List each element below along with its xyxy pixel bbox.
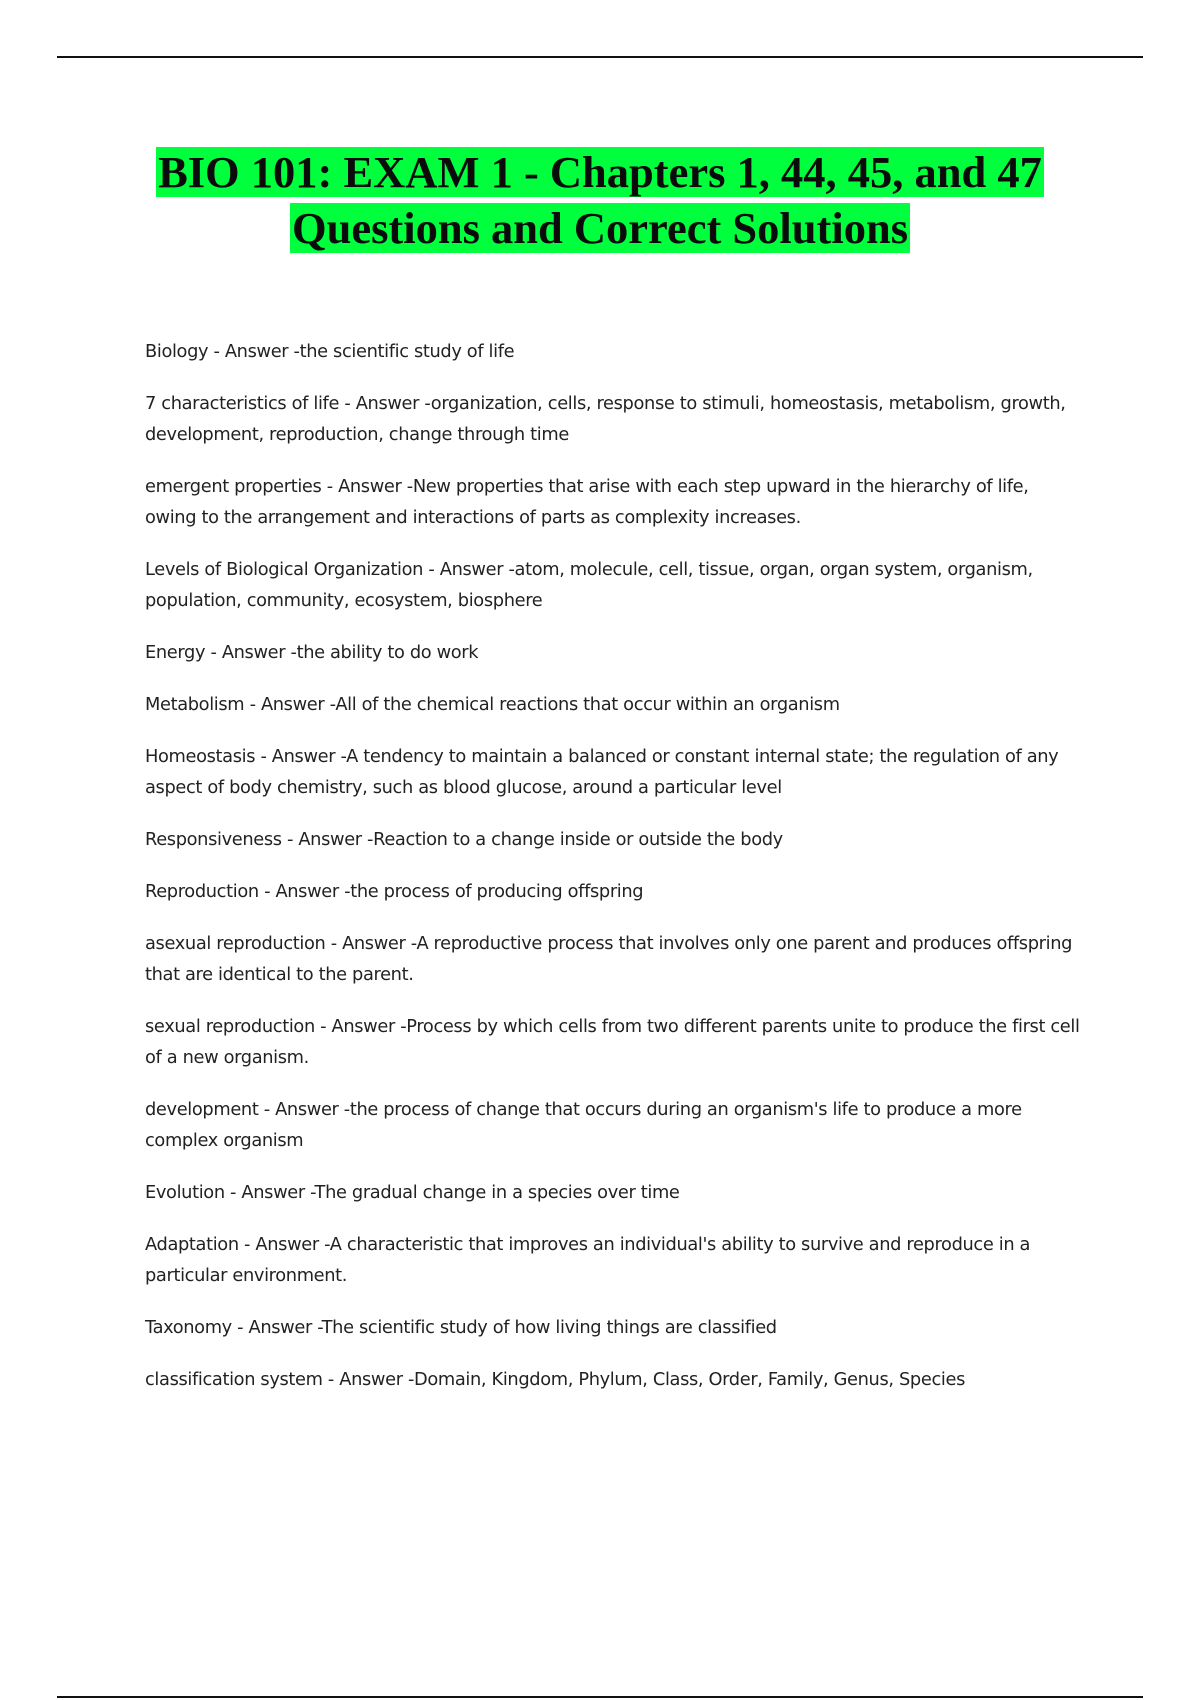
- qa-item: classification system - Answer -Domain, Kingdom, Phylum, Class, Order, Family, Genus, Species: [145, 1369, 965, 1390]
- qa-item: 7 characteristics of life - Answer -organization, cells, response to stimuli, homeostasis, metabolism, growth, development, reproduction, change through time: [145, 393, 1066, 445]
- qa-item: Homeostasis - Answer -A tendency to maintain a balanced or constant internal state; the regulation of any aspect of body chemistry, such as blood glucose, around a particular level: [145, 746, 1059, 798]
- qa-item: Responsiveness - Answer -Reaction to a change inside or outside the body: [145, 829, 783, 850]
- question-answer-list: [145, 336, 1085, 1416]
- title-highlight: BIO 101: EXAM 1 - Chapters 1, 44, 45, and 47 Questions and Correct Solutions: [158, 147, 1042, 253]
- qa-item: emergent properties - Answer -New properties that arise with each step upward in the hierarchy of life, owing to the arrangement and interactions of parts as complexity increases.: [145, 476, 1029, 528]
- qa-item: sexual reproduction - Answer -Process by which cells from two different parents unite to produce the first cell of a new organism.: [145, 1016, 1080, 1068]
- qa-item: Taxonomy - Answer -The scientific study of how living things are classified: [145, 1317, 777, 1338]
- qa-item: Biology - Answer -the scientific study of life: [145, 341, 515, 362]
- qa-item: Adaptation - Answer -A characteristic that improves an individual's ability to survive and reproduce in a particular environment.: [145, 1234, 1031, 1286]
- qa-item: Reproduction - Answer -the process of producing offspring: [145, 881, 644, 902]
- bottom-rule: [57, 1696, 1143, 1698]
- qa-item: Levels of Biological Organization - Answer -atom, molecule, cell, tissue, organ, organ system, organism, population, community, ecosystem, biosphere: [145, 559, 1033, 611]
- top-rule: [57, 56, 1143, 58]
- qa-item: Evolution - Answer -The gradual change in a species over time: [145, 1182, 680, 1203]
- qa-item: asexual reproduction - Answer -A reproductive process that involves only one parent and produces offspring that are identical to the parent.: [145, 933, 1073, 985]
- document-title: [100, 144, 1100, 256]
- qa-item: Metabolism - Answer -All of the chemical reactions that occur within an organism: [145, 694, 840, 715]
- qa-item: development - Answer -the process of change that occurs during an organism's life to produce a more complex organism: [145, 1099, 1022, 1151]
- qa-item: Energy - Answer -the ability to do work: [145, 642, 479, 663]
